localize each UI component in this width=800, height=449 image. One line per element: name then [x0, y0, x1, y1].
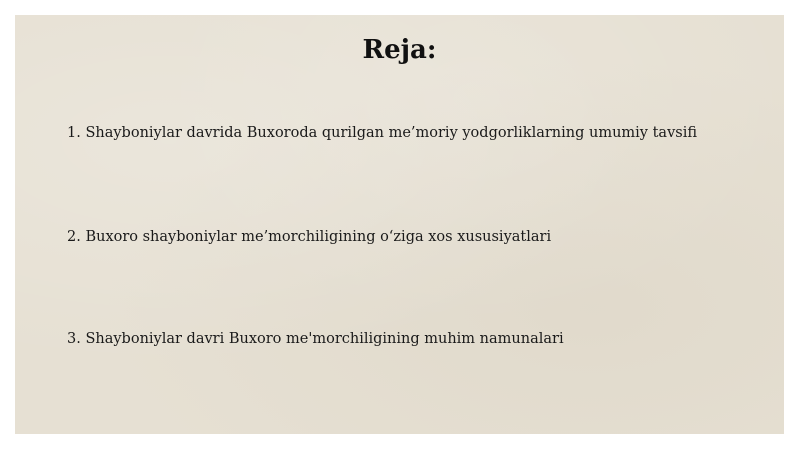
slide [15, 15, 784, 434]
plan-item-3: 3. Shayboniylar davri Buxoro me'morchiligining muhim namunalari [67, 331, 564, 347]
plan-item-2: 2. Buxoro shayboniylar me’morchiligining o‘ziga xos xususiyatlari [67, 229, 552, 245]
slide-title: Reja: [362, 35, 437, 65]
plan-item-1: 1. Shayboniylar davrida Buxoroda qurilgan me’moriy yodgorliklarning umumiy tavsifi [67, 125, 698, 141]
